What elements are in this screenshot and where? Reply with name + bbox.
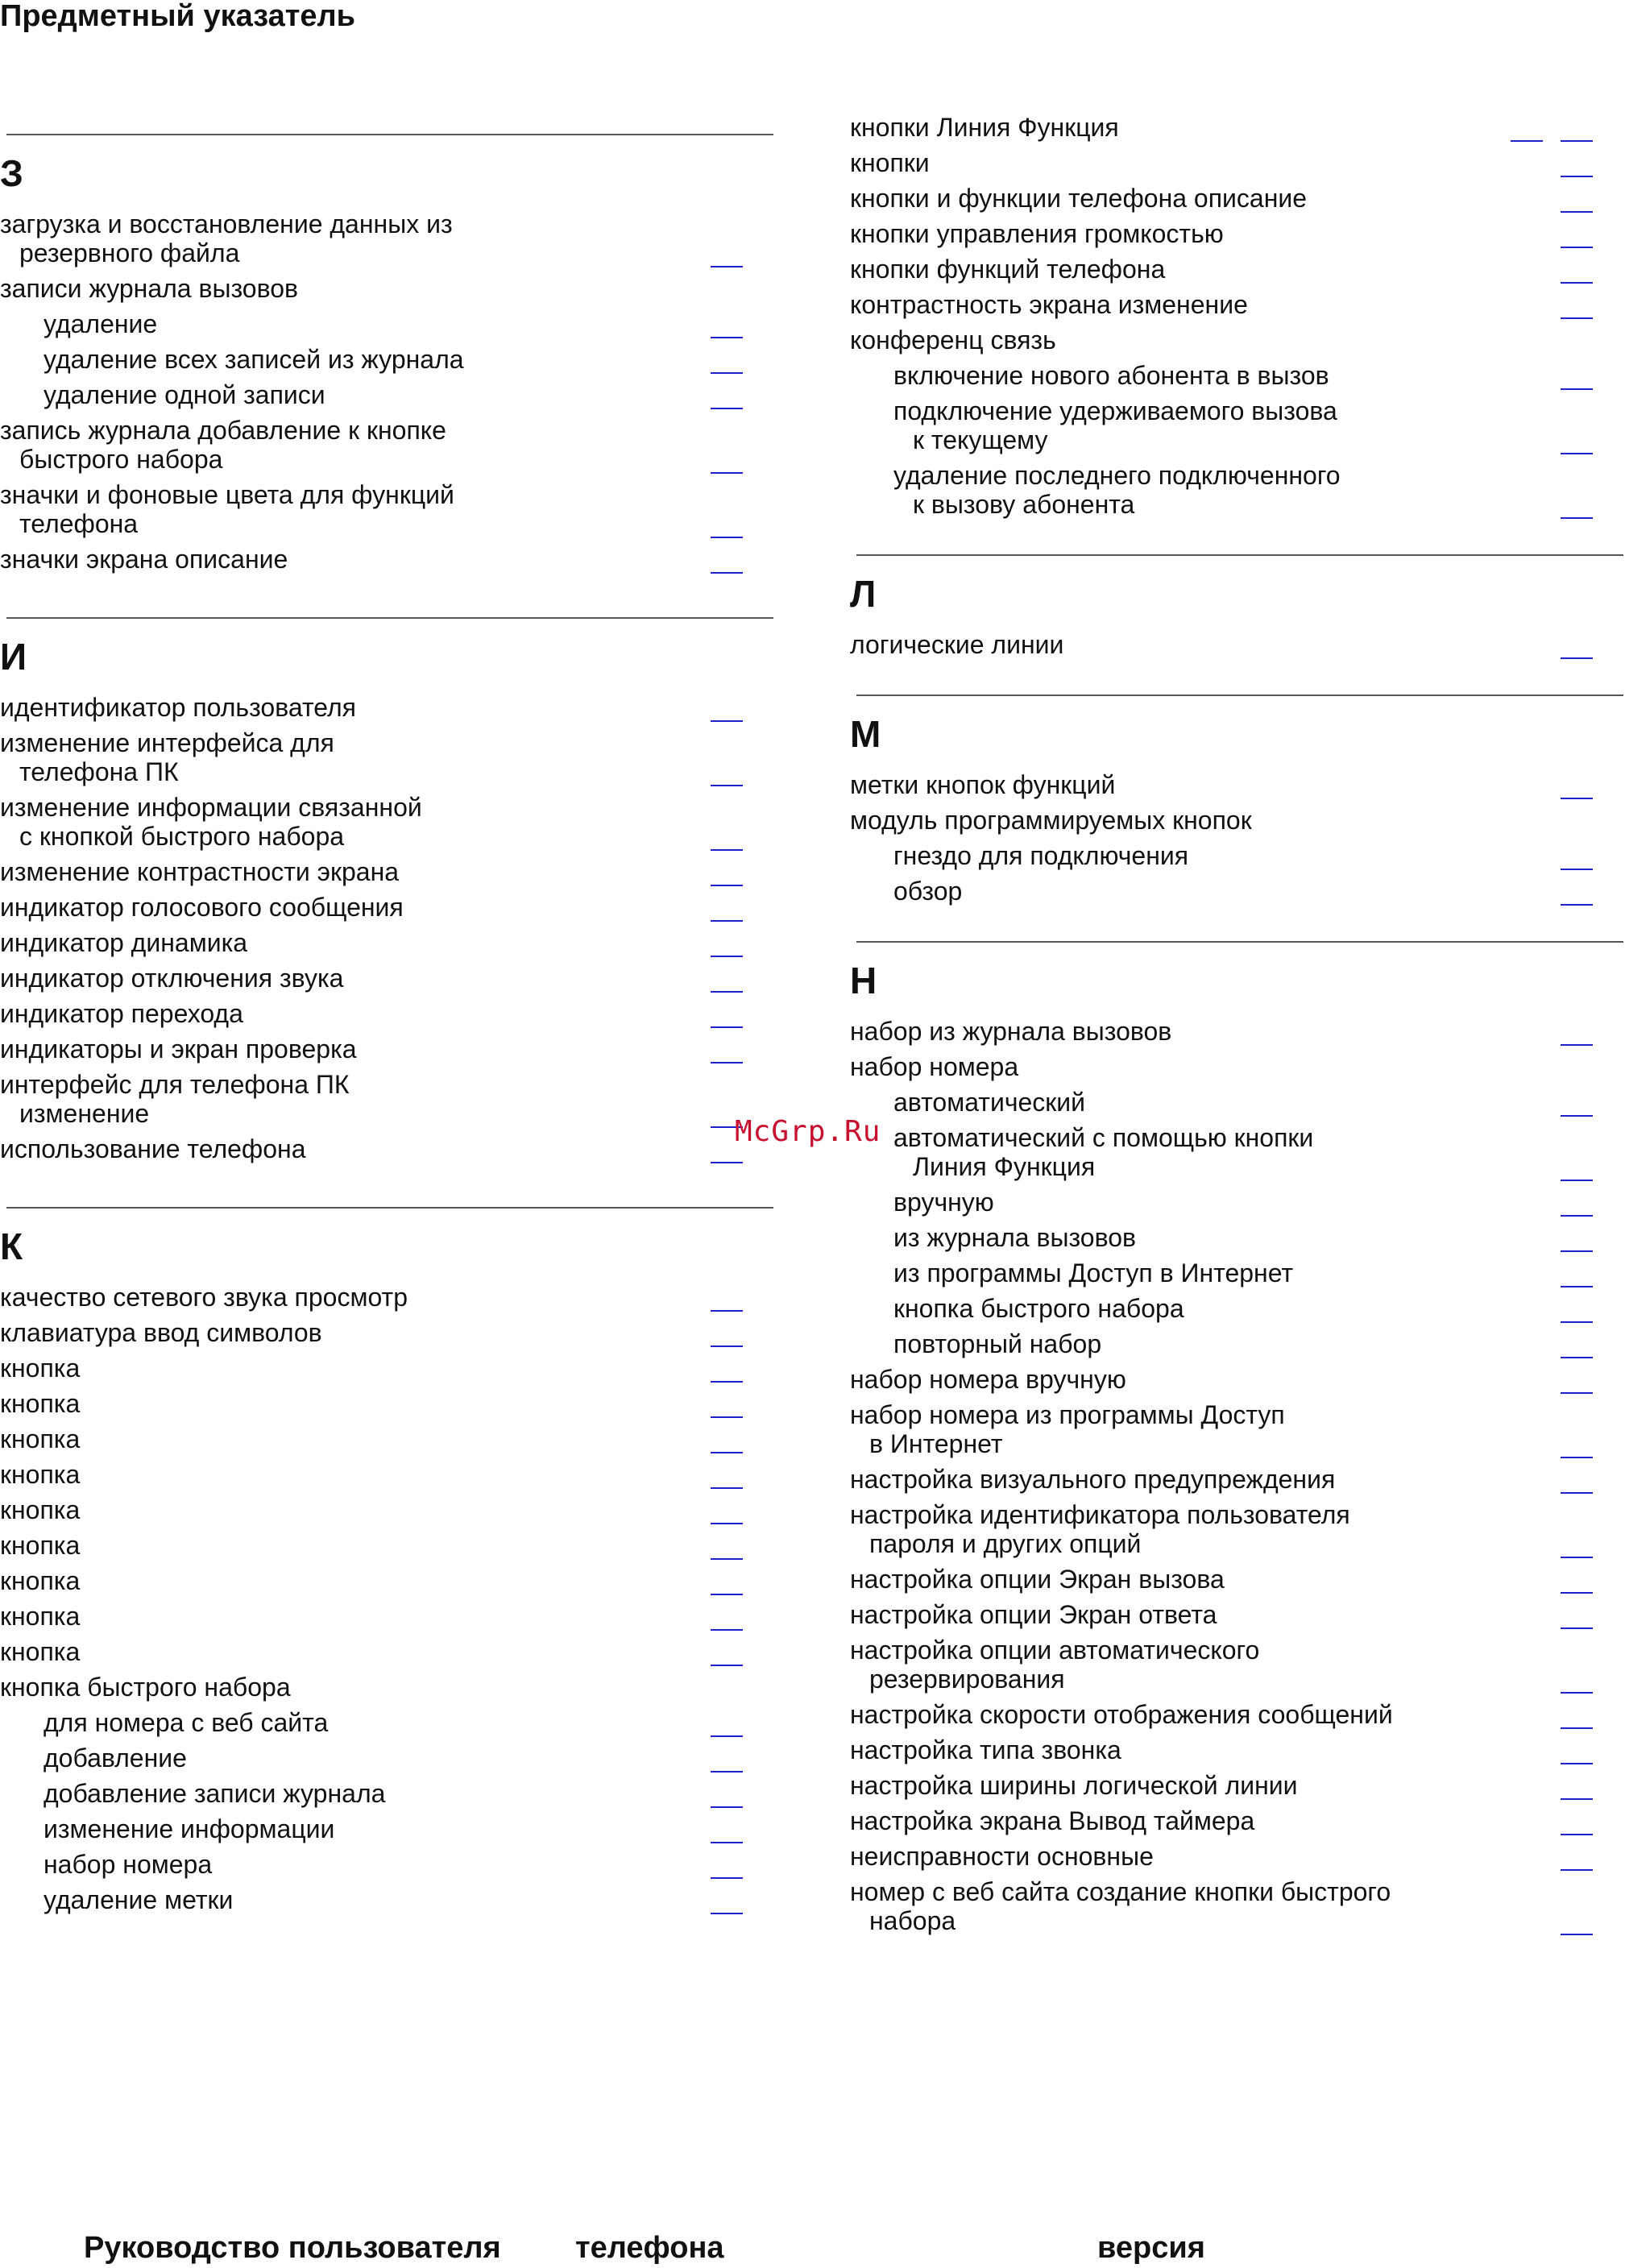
- page-reference-link[interactable]: [711, 1487, 743, 1489]
- index-entry: [0, 416, 446, 474]
- page-reference-link[interactable]: [1561, 1557, 1593, 1558]
- page-reference-link[interactable]: [711, 956, 743, 957]
- index-entry: [893, 1223, 1136, 1252]
- index-entry: [0, 1673, 291, 1702]
- page-reference-link[interactable]: [711, 1062, 743, 1064]
- index-entry-text: удаление метки: [44, 1885, 234, 1914]
- page-reference-link[interactable]: [1561, 176, 1593, 177]
- page-reference-link[interactable]: [1561, 247, 1593, 248]
- page-reference-link[interactable]: [1561, 1392, 1593, 1394]
- index-entry-continuation: в Интернет: [869, 1429, 1003, 1458]
- index-entry-text: набор номера вручную: [850, 1365, 1126, 1394]
- page-reference-link[interactable]: [711, 1345, 743, 1347]
- index-entry-text: включение нового абонента в вызов: [893, 361, 1329, 390]
- page-reference-link[interactable]: [1561, 1934, 1593, 1935]
- index-entry-text: индикатор перехода: [0, 999, 243, 1028]
- index-entry-text: автоматический: [893, 1088, 1086, 1117]
- index-entry: [893, 1123, 1313, 1181]
- page-reference-link[interactable]: [1511, 140, 1543, 142]
- index-entry-text: модуль программируемых кнопок: [850, 806, 1252, 835]
- index-entry: [0, 928, 247, 957]
- index-entry: [850, 219, 1224, 248]
- index-entry-continuation: быстрого набора: [19, 445, 223, 474]
- index-entry: [850, 1877, 1391, 1935]
- page-reference-link[interactable]: [711, 1452, 743, 1453]
- section-divider: [6, 617, 773, 619]
- page-reference-link[interactable]: [711, 1310, 743, 1312]
- page-reference-link[interactable]: [1561, 140, 1593, 142]
- index-entry-text: из программы Доступ в Интернет: [893, 1258, 1294, 1287]
- index-entry: [44, 1814, 334, 1843]
- page-reference-link[interactable]: [1561, 1763, 1593, 1764]
- index-entry: [893, 361, 1329, 390]
- index-entry-text: значки экрана описание: [0, 545, 288, 574]
- index-entry: [850, 1465, 1335, 1494]
- section-letter-heading: К: [0, 1225, 23, 1267]
- page-reference-link[interactable]: [1561, 1798, 1593, 1800]
- index-entry-text: набор номера из программы Доступ: [850, 1400, 1285, 1429]
- section-divider: [856, 554, 1623, 556]
- index-entry: [0, 728, 334, 786]
- page-reference-link[interactable]: [1561, 657, 1593, 659]
- page-reference-link[interactable]: [1561, 904, 1593, 906]
- index-entry-text: кнопки управления громкостью: [850, 219, 1224, 248]
- index-entry-text: добавление: [44, 1743, 187, 1773]
- index-entry: [850, 255, 1165, 284]
- page-reference-link[interactable]: [1561, 869, 1593, 870]
- index-entry-text: подключение удерживаемого вызова: [893, 396, 1337, 425]
- index-entry: [0, 209, 453, 267]
- index-entry-text: для номера с веб сайта: [44, 1708, 329, 1737]
- index-entry: [850, 148, 930, 177]
- index-entry: [850, 1600, 1217, 1629]
- index-entry-continuation: набора: [869, 1906, 956, 1935]
- index-entry-text: изменение интерфейса для: [0, 728, 334, 757]
- page-reference-link[interactable]: [711, 1523, 743, 1524]
- page-reference-link[interactable]: [1561, 282, 1593, 284]
- section-divider: [6, 1207, 773, 1209]
- index-entry: [44, 380, 325, 409]
- index-entry-text: изменение контрастности экрана: [0, 857, 400, 886]
- index-entry: [893, 1294, 1184, 1323]
- index-entry: [0, 1424, 80, 1453]
- watermark-text: McGrp.Ru: [735, 1115, 881, 1148]
- index-entry-text: кнопка быстрого набора: [893, 1294, 1184, 1323]
- index-entry: [850, 290, 1248, 319]
- index-entry-text: кнопки Линия Функция: [850, 113, 1119, 142]
- index-entry: [893, 1329, 1101, 1358]
- page-reference-link[interactable]: [1561, 1250, 1593, 1252]
- page-reference-link[interactable]: [711, 1665, 743, 1666]
- page-reference-link[interactable]: [1561, 1286, 1593, 1287]
- page-reference-link[interactable]: [1561, 1115, 1593, 1117]
- page-reference-link[interactable]: [711, 1806, 743, 1808]
- page-title: Предметный указатель: [0, 0, 355, 33]
- index-entry-text: настройка опции Экран вызова: [850, 1565, 1225, 1594]
- page-reference-link[interactable]: [1561, 798, 1593, 799]
- index-entry: [850, 1052, 1018, 1081]
- index-entry-continuation: к вызову абонента: [913, 490, 1135, 519]
- index-entry: [850, 1842, 1154, 1871]
- index-entry-text: кнопка: [0, 1424, 81, 1453]
- index-entry: [0, 1389, 80, 1418]
- index-entry-text: кнопка: [0, 1389, 81, 1418]
- index-entry-continuation: к текущему: [913, 425, 1048, 454]
- index-entry: [0, 1070, 350, 1128]
- page-reference-link[interactable]: [1561, 1357, 1593, 1358]
- index-entry-text: кнопка: [0, 1602, 81, 1631]
- index-entry: [893, 1088, 1085, 1117]
- index-entry-text: удаление последнего подключенного: [893, 461, 1341, 490]
- index-entry-continuation: изменение: [19, 1099, 150, 1128]
- page-reference-link[interactable]: [711, 849, 743, 851]
- index-entry-text: вручную: [893, 1188, 994, 1217]
- index-entry-text: неисправности основные: [850, 1842, 1154, 1871]
- index-entry-text: удаление: [44, 309, 158, 338]
- index-entry: [0, 793, 422, 851]
- index-entry-text: загрузка и восстановление данных из: [0, 209, 453, 238]
- page-reference-link[interactable]: [711, 537, 743, 538]
- index-entry: [893, 841, 1188, 870]
- index-entry: [850, 1771, 1298, 1800]
- section-divider: [856, 694, 1623, 696]
- index-entry: [0, 1602, 80, 1631]
- index-entry: [893, 461, 1341, 519]
- index-entry-text: удаление всех записей из журнала: [44, 345, 464, 374]
- index-entry-text: настройка скорости отображения сообщений: [850, 1700, 1393, 1729]
- index-entry: [0, 893, 404, 922]
- index-entry: [850, 1636, 1259, 1694]
- page-reference-link[interactable]: [711, 885, 743, 886]
- index-entry-text: кнопка: [0, 1460, 81, 1489]
- section-letter-heading: Л: [850, 573, 877, 615]
- page-reference-link[interactable]: [711, 1842, 743, 1843]
- index-entry-text: повторный набор: [893, 1329, 1102, 1358]
- index-entry-text: кнопка быстрого набора: [0, 1673, 291, 1702]
- footer-version-label: версия: [1097, 2231, 1205, 2265]
- index-entry-text: качество сетевого звука просмотр: [0, 1283, 408, 1312]
- index-entry: [850, 806, 1252, 835]
- index-entry-text: интерфейс для телефона ПК: [0, 1070, 350, 1099]
- index-entry: [850, 113, 1119, 142]
- index-entry: [0, 545, 288, 574]
- index-entry: [0, 857, 399, 886]
- index-entry-text: кнопки: [850, 148, 930, 177]
- index-entry: [44, 1743, 187, 1773]
- section-letter-heading: М: [850, 713, 881, 755]
- index-entry: [0, 1318, 322, 1347]
- page-reference-link[interactable]: [711, 1594, 743, 1595]
- index-entry: [850, 1500, 1350, 1558]
- index-entry-text: конференц связь: [850, 325, 1056, 355]
- page-reference-link[interactable]: [711, 1877, 743, 1879]
- index-entry-text: использование телефона: [0, 1134, 306, 1163]
- index-entry-text: удаление одной записи: [44, 380, 325, 409]
- index-entry-text: изменение информации: [44, 1814, 335, 1843]
- index-entry-text: записи журнала вызовов: [0, 274, 299, 303]
- page-reference-link[interactable]: [1561, 388, 1593, 390]
- page-reference-link[interactable]: [711, 337, 743, 338]
- page-reference-link[interactable]: [711, 408, 743, 409]
- page-reference-link[interactable]: [1561, 211, 1593, 213]
- page-reference-link[interactable]: [711, 1558, 743, 1560]
- index-entry-text: значки и фоновые цвета для функций: [0, 480, 454, 509]
- index-entry-text: кнопки функций телефона: [850, 255, 1166, 284]
- index-entry-text: кнопка: [0, 1637, 81, 1666]
- footer-guide-title: Руководство пользователя: [84, 2231, 501, 2265]
- page-reference-link[interactable]: [1561, 1592, 1593, 1594]
- index-entry-text: обзор: [893, 877, 963, 906]
- page-reference-link[interactable]: [711, 991, 743, 993]
- index-entry-text: запись журнала добавление к кнопке: [0, 416, 446, 445]
- page-reference-link[interactable]: [711, 720, 743, 722]
- page-reference-link[interactable]: [711, 1026, 743, 1028]
- index-entry: [0, 274, 298, 303]
- index-entry-text: настройка ширины логической линии: [850, 1771, 1298, 1800]
- index-entry-text: кнопка: [0, 1566, 81, 1595]
- index-entry: [44, 345, 464, 374]
- index-entry-text: кнопка: [0, 1354, 81, 1383]
- index-entry-text: настройка идентификатора пользователя: [850, 1500, 1350, 1529]
- index-entry: [850, 184, 1307, 213]
- index-entry: [44, 1779, 385, 1808]
- index-entry: [893, 877, 962, 906]
- index-entry-text: настройка типа звонка: [850, 1735, 1121, 1764]
- index-entry: [0, 1531, 80, 1560]
- index-entry: [44, 1885, 233, 1914]
- section-divider: [856, 941, 1623, 943]
- index-entry: [0, 1354, 80, 1383]
- index-entry-continuation: резервирования: [869, 1665, 1065, 1694]
- section-letter-heading: Н: [850, 960, 877, 1001]
- page-reference-link[interactable]: [1561, 1627, 1593, 1629]
- section-divider: [6, 134, 773, 135]
- index-entry: [893, 1188, 994, 1217]
- index-entry-text: набор номера: [44, 1850, 213, 1879]
- index-entry-text: настройка визуального предупреждения: [850, 1465, 1336, 1494]
- index-entry: [850, 1700, 1393, 1729]
- index-entry: [0, 480, 454, 538]
- page-reference-link[interactable]: [711, 1162, 743, 1163]
- page-reference-link[interactable]: [1561, 517, 1593, 519]
- index-entry-continuation: телефона ПК: [19, 757, 179, 786]
- page-reference-link[interactable]: [1561, 1834, 1593, 1835]
- index-entry-text: гнездо для подключения: [893, 841, 1189, 870]
- footer-phone-label: телефона: [575, 2231, 724, 2265]
- index-entry: [44, 1850, 212, 1879]
- index-entry-text: настройка экрана Вывод таймера: [850, 1806, 1255, 1835]
- index-entry: [850, 1806, 1254, 1835]
- index-entry: [850, 1400, 1285, 1458]
- index-entry-continuation: телефона: [19, 509, 139, 538]
- index-entry-text: идентификатор пользователя: [0, 693, 356, 722]
- index-entry: [0, 964, 343, 993]
- page-reference-link[interactable]: [711, 572, 743, 574]
- page-reference-link[interactable]: [1561, 317, 1593, 319]
- index-entry-text: индикаторы и экран проверка: [0, 1034, 357, 1064]
- page-reference-link[interactable]: [1561, 1727, 1593, 1729]
- index-entry: [850, 1565, 1225, 1594]
- page-reference-link[interactable]: [1561, 1044, 1593, 1046]
- page-reference-link[interactable]: [711, 472, 743, 474]
- page-reference-link[interactable]: [1561, 1180, 1593, 1181]
- page-reference-link[interactable]: [711, 785, 743, 786]
- index-entry: [850, 630, 1063, 659]
- index-entry-text: кнопки и функции телефона описание: [850, 184, 1308, 213]
- page-reference-link[interactable]: [711, 1416, 743, 1418]
- section-letter-heading: З: [0, 152, 23, 194]
- index-entry: [0, 1495, 80, 1524]
- index-entry-text: из журнала вызовов: [893, 1223, 1137, 1252]
- index-entry-text: набор из журнала вызовов: [850, 1017, 1172, 1046]
- index-entry-text: индикатор голосового сообщения: [0, 893, 404, 922]
- index-entry: [850, 1017, 1171, 1046]
- index-entry: [850, 1735, 1121, 1764]
- index-entry: [850, 325, 1056, 355]
- page-reference-link[interactable]: [1561, 1492, 1593, 1494]
- index-entry-text: логические линии: [850, 630, 1064, 659]
- index-entry-text: настройка опции Экран ответа: [850, 1600, 1217, 1629]
- page-reference-link[interactable]: [1561, 1321, 1593, 1323]
- index-entry-text: клавиатура ввод символов: [0, 1318, 322, 1347]
- index-entry-text: изменение информации связанной: [0, 793, 422, 822]
- page-reference-link[interactable]: [711, 266, 743, 267]
- page-reference-link[interactable]: [711, 1735, 743, 1737]
- index-entry: [44, 309, 157, 338]
- index-entry: [0, 999, 243, 1028]
- index-entry-continuation: с кнопкой быстрого набора: [19, 822, 345, 851]
- index-entry: [0, 1566, 80, 1595]
- index-entry-text: набор номера: [850, 1052, 1019, 1081]
- page-reference-link[interactable]: [1561, 453, 1593, 454]
- page-reference-link[interactable]: [711, 920, 743, 922]
- index-entry: [0, 1034, 357, 1064]
- index-entry-text: кнопка: [0, 1531, 81, 1560]
- page-reference-link[interactable]: [711, 1771, 743, 1773]
- index-entry-text: автоматический с помощью кнопки: [893, 1123, 1314, 1152]
- index-entry: [44, 1708, 328, 1737]
- index-entry-text: номер с веб сайта создание кнопки быстрого: [850, 1877, 1391, 1906]
- index-entry-text: добавление записи журнала: [44, 1779, 386, 1808]
- page-reference-link[interactable]: [1561, 1692, 1593, 1694]
- page-reference-link[interactable]: [711, 1629, 743, 1631]
- index-entry: [850, 770, 1115, 799]
- index-entry-text: индикатор отключения звука: [0, 964, 344, 993]
- page-reference-link[interactable]: [711, 1913, 743, 1914]
- page-reference-link[interactable]: [1561, 1215, 1593, 1217]
- index-entry-continuation: Линия Функция: [913, 1152, 1096, 1181]
- index-entry: [0, 1460, 80, 1489]
- index-entry: [893, 396, 1337, 454]
- index-entry: [0, 693, 356, 722]
- index-entry-text: метки кнопок функций: [850, 770, 1116, 799]
- index-entry-text: кнопка: [0, 1495, 81, 1524]
- index-entry: [0, 1283, 408, 1312]
- index-entry: [893, 1258, 1293, 1287]
- page-reference-link[interactable]: [1561, 1457, 1593, 1458]
- section-letter-heading: И: [0, 636, 27, 678]
- page-reference-link[interactable]: [711, 372, 743, 374]
- index-entry-text: индикатор динамика: [0, 928, 248, 957]
- index-entry-text: контрастность экрана изменение: [850, 290, 1248, 319]
- index-entry-continuation: пароля и других опций: [869, 1529, 1142, 1558]
- index-entry: [0, 1637, 80, 1666]
- index-entry-continuation: резервного файла: [19, 238, 240, 267]
- page-reference-link[interactable]: [1561, 1869, 1593, 1871]
- index-entry: [850, 1365, 1126, 1394]
- index-entry: [0, 1134, 306, 1163]
- page-reference-link[interactable]: [711, 1381, 743, 1383]
- index-entry-text: настройка опции автоматического: [850, 1636, 1260, 1665]
